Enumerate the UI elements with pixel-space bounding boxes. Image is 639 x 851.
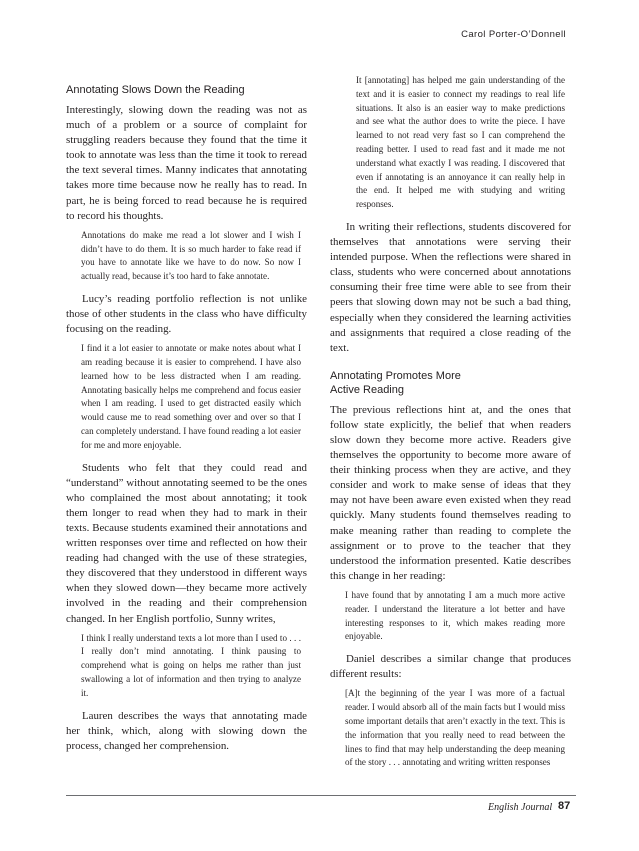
block-quote: I think I really understand texts a lot more than I used to . . . I really don’t mind annotating. I think pausing to comprehend what is going on helps me rather than just swallowing a lot of information and then trying to analyze it. [81, 632, 301, 698]
block-quote: [A]t the beginning of the year I was more of a factual reader. I would absorb all of the main facts but I would miss some important details that aren’t exactly in the text. This is the information that you really need to read between the lines to find that may help understanding the deep meaning of the story . . . annotating and writing written responses [345, 688, 565, 768]
body-paragraph: Lauren describes the ways that annotating made her think, which, along with slowing down the process, changed her comprehension. [66, 709, 307, 752]
body-paragraph: In writing their reflections, students discovered for themselves that annotations were serving their intended purpose. When the reflections were shared in class, students who were concerned about annotations consuming their free time were able to see from their peers that slowing down may not be such a bad thing, especially when they considered the learning activities and assignments that required a close reading of the text. [330, 220, 571, 354]
body-paragraph: Daniel describes a similar change that produces different results: [330, 653, 571, 681]
body-paragraph: Students who felt that they could read and “understand” without annotating seemed to be the ones who complained the most about annotating; it took them longer to read when they had to mark in their texts. Because students examined their annotations and written responses over time and reflected on how their reading had changed with the use of these strategies, they discovered that they understood in different ways when they slowed down—they became more actively involved in the reading and their comprehension changed. In her English portfolio, Sunny writes, [66, 461, 307, 625]
right-column [330, 74, 571, 778]
block-quote: Annotations do make me read a lot slower and I wish I didn’t have to do them. It is so much harder to fake read if you have to annotate like we have to do now. So now I actually read, because it’s too hard to fake annotate. [81, 229, 301, 282]
section-heading-line: Active Reading [330, 383, 404, 396]
body-paragraph: Interestingly, slowing down the reading was not as much of a problem or a source of complaint for struggling readers because they found that the time it took to annotate was less than the time it took to reread the text several times. Manny indicates that annotating takes more time because now he really has to read. In part, he is being forced to read because he is required to record his thoughts. [66, 104, 307, 222]
footer-rule [66, 795, 576, 796]
body-paragraph: Lucy’s reading portfolio reflection is not unlike those of other students in the class who have difficulty focusing on the reading. [66, 292, 307, 336]
block-quote: I find it a lot easier to annotate or make notes about what I am reading because it is easier to comprehend. I have also learned how to be less distracted when I am reading. Annotating basically helps me comprehend and focus easier when I am reading. I used to get distracted easily which would cause me to read something over and over so that I can completely understand. I have found reading a lot easier for me and more enjoyable. [81, 343, 301, 450]
left-column [66, 74, 307, 754]
section-heading-active-reading [330, 369, 571, 397]
block-quote: I have found that by annotating I am a much more active reader. I understand the literature a lot better and have interesting responses to it, which makes reading more enjoyable. [345, 589, 565, 642]
footer-journal-name: English Journal [488, 802, 553, 813]
section-heading-slows-down: Annotating Slows Down the Reading [66, 84, 245, 96]
page-number: 87 [558, 800, 571, 812]
section-heading-line: Annotating Promotes More [330, 369, 461, 382]
block-quote: It [annotating] has helped me gain understanding of the text and it is easier to connect my readings to real life situations. It also is an easier way to make predictions and see what the author does to write the piece. I have learned to not read very fast so I can comprehend the reading better. I used to read fast and it made me not understand what exactly I was reading. I discovered that even if annotating is an annoyance it can really help in the end. It helped me with studying and writing responses. [356, 75, 565, 210]
running-header-author: Carol Porter-O’Donnell [461, 29, 566, 40]
body-paragraph: The previous reflections hint at, and the ones that follow state explicitly, the belief that when readers slow down they become more active. Readers give themselves the opportunity to become more aware of their thinking process when they are active, and they consider and work to make sense of ideas that they may not have been aware even existed when they read quickly. Many students found themselves reading to make meaning rather than reading to complete the assignment or to prove to the teacher that they understood the information presented. Katie describes this change in her reading: [330, 403, 571, 582]
